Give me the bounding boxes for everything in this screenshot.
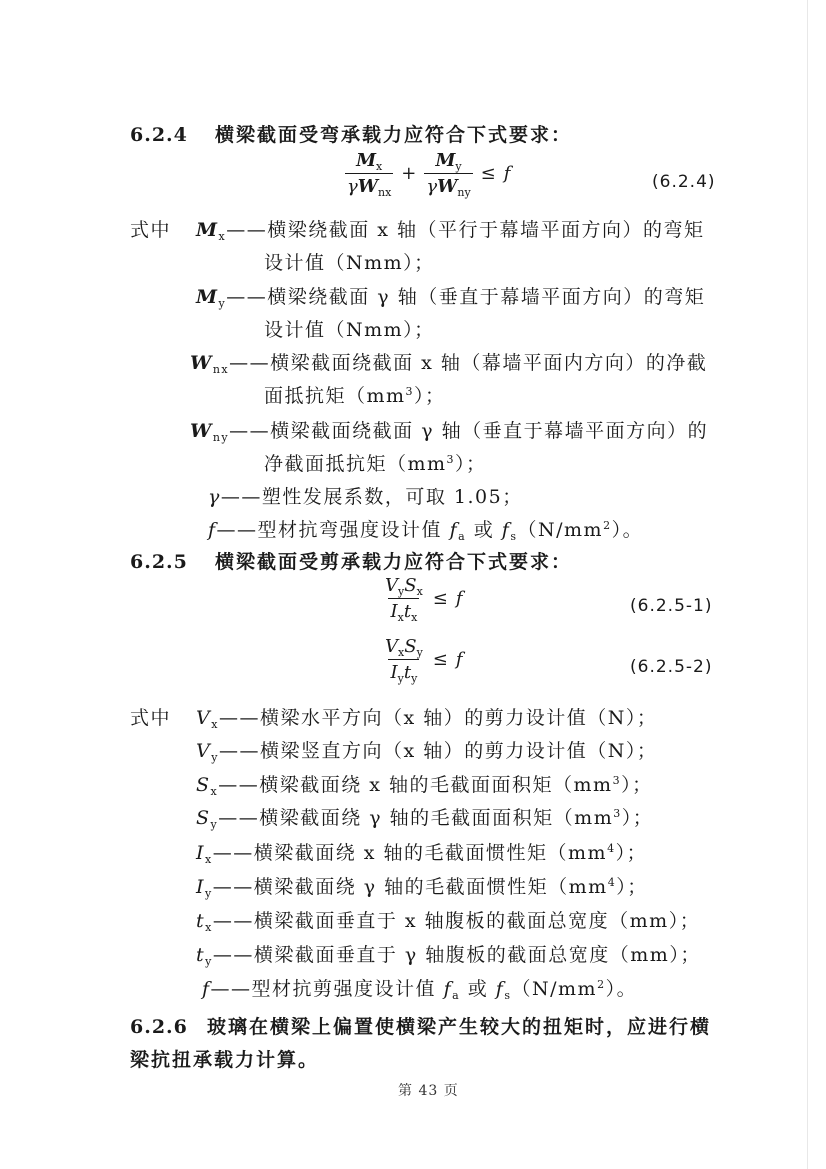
- leq-sign: ≤: [432, 588, 448, 609]
- where-label-2: 式中: [130, 707, 172, 729]
- section-number: 6.2.6: [130, 1016, 188, 1038]
- section-number: 6.2.5: [130, 551, 188, 573]
- def-wny: $W_{ny}——$横梁截面绕截面 γ 轴（垂直于幕墙平面方向）的: [190, 420, 709, 444]
- section-6-2-4-heading: [130, 120, 572, 147]
- def-wnx-line2: 面抵抗矩$(mm^3)$；: [264, 385, 446, 407]
- section-6-2-5-heading: [130, 547, 572, 574]
- section-6-2-6: [130, 1012, 711, 1039]
- def-gamma: γ——塑性发展系数，可取 1.05；: [208, 486, 523, 508]
- def-wny-line2: 净截面抵抗矩$(mm^3)$；: [264, 453, 487, 475]
- def-vy: $V_y——$横梁竖直方向（x 轴）的剪力设计值（N）；: [196, 740, 658, 764]
- def-tx: $t_x——$横梁截面垂直于 x 轴腹板的截面总宽度（mm）；: [196, 910, 701, 934]
- def-ix: $I_x——$横梁截面绕 x 轴的毛截面惯性矩$(mm^4)$；: [196, 842, 648, 866]
- where-label: 式中: [130, 219, 172, 241]
- plus-sign: +: [401, 163, 417, 184]
- page-footer: 第 43 页: [398, 1083, 459, 1099]
- equation-number-6-2-5-2: (6.2.5-2): [630, 657, 713, 677]
- def-f-bending: f——型材抗弯强度设计值 $f_a$ 或 $f_s(N/mm^2)$。: [208, 519, 644, 543]
- def-iy: $I_y——$横梁截面绕 γ 轴的毛截面惯性矩$(mm^4)$；: [196, 876, 648, 900]
- equation-6-2-4: [345, 150, 510, 197]
- section-number: 6.2.4: [130, 124, 188, 146]
- section-text-line2: 梁抗扭承载力计算。: [130, 1049, 320, 1071]
- def-mx: $M_x——$横梁绕截面 x 轴（平行于幕墙平面方向）的弯矩: [196, 219, 705, 243]
- def-my: $M_y——$横梁绕截面 γ 轴（垂直于幕墙平面方向）的弯矩: [196, 286, 706, 310]
- def-mx-line2: 设计值（Nmm）；: [264, 252, 435, 274]
- fraction-mx: $\frac{M_x}{\gamma W_{nx}}$: [347, 150, 392, 199]
- equation-number-6-2-5-1: (6.2.5-1): [630, 596, 713, 616]
- def-ty: $t_y——$横梁截面垂直于 γ 轴腹板的截面总宽度（mm）；: [196, 944, 701, 968]
- section-text-line1: 玻璃在横梁上偏置使横梁产生较大的扭矩时，应进行横: [206, 1016, 711, 1038]
- def-f-shear: f——型材抗剪强度设计值 $f_a$ 或 $f_s(N/mm^2)$。: [202, 978, 638, 1002]
- fraction-my: $\frac{M_y}{\gamma W_{ny}}$: [426, 150, 471, 199]
- equation-6-2-5-1: [383, 575, 463, 622]
- fraction-shear-2: $\frac{V_xS_y}{I_yt_y}$: [385, 636, 423, 685]
- equation-number-6-2-4: (6.2.4): [652, 172, 716, 192]
- fraction-shear-1: $\frac{V_yS_x}{I_xt_x}$: [385, 575, 423, 624]
- leq-sign: ≤: [480, 163, 496, 184]
- section-title: 横梁截面受剪承载力应符合下式要求：: [214, 551, 572, 573]
- def-sy: $S_y——$横梁截面绕 γ 轴的毛截面面积矩$(mm^3)$；: [196, 807, 654, 831]
- equation-6-2-5-2: [383, 636, 463, 683]
- leq-sign: ≤: [432, 649, 448, 670]
- def-sx: $S_x——$横梁截面绕 x 轴的毛截面面积矩$(mm^3)$；: [196, 774, 653, 798]
- rhs-f: f: [503, 163, 511, 184]
- rhs-f: f: [455, 649, 463, 670]
- page-number: 43: [418, 1083, 439, 1099]
- rhs-f: f: [455, 588, 463, 609]
- def-wnx: $W_{nx}——$横梁截面绕截面 x 轴（幕墙平面内方向）的净截: [190, 352, 708, 376]
- def-vx: $V_x——$横梁水平方向（x 轴）的剪力设计值（N）；: [196, 707, 658, 731]
- page-edge-line: [807, 0, 808, 1169]
- section-title: 横梁截面受弯承载力应符合下式要求：: [214, 124, 572, 146]
- def-my-line2: 设计值（Nmm）；: [264, 319, 435, 341]
